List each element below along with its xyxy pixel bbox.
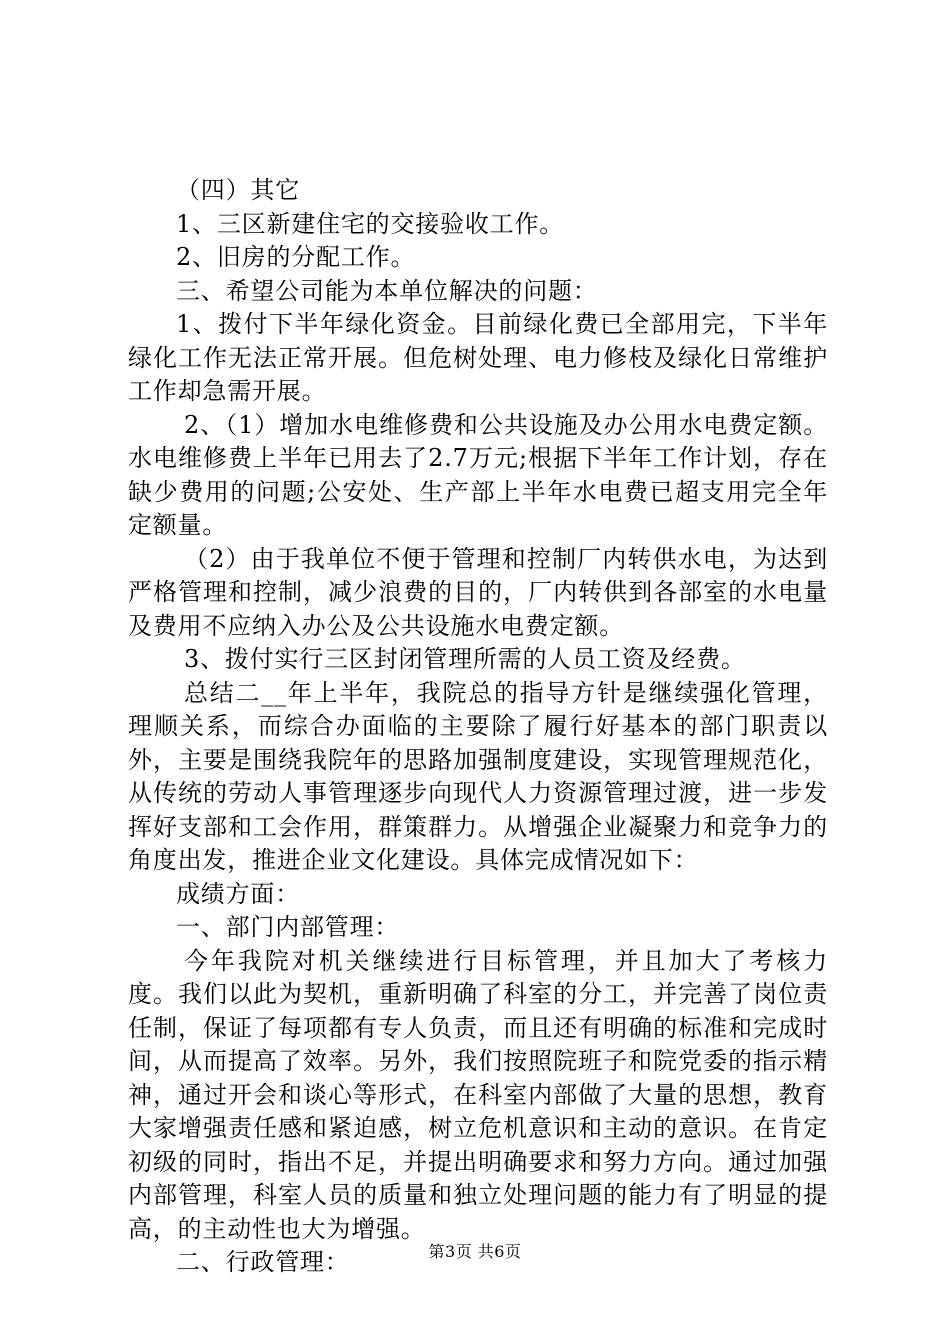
paragraph: 3、拨付实行三区封闭管理所需的人员工资及经费。 — [184, 645, 746, 673]
paragraph: 1、拨付下半年绿化资金。目前绿化费已全部用完，下半年绿化工作无法正常开展。但危树处理、电力修枝及绿化日常维护工作却急需开展。 — [128, 310, 828, 405]
document-body — [128, 174, 828, 1280]
paragraph: 总结二__年上半年，我院总的指导方针是继续强化管理，理顺关系，而综合办面临的主要除了履行好基本的部门职责以外，主要是围绕我院年的思路加强制度建设，实现管理规范化，从传统的劳动人事管理逐步向现代人力资源管理过渡，进一步发挥好支部和工会作用，群策群力。从增强企业凝聚力和竞争力的角度出发，推进企业文化建设。具体完成情况如下： — [128, 678, 828, 874]
page-number-footer: 第3页 共6页 — [428, 1242, 522, 1261]
section-heading-problems: 三、希望公司能为本单位解决的问题： — [176, 276, 598, 305]
list-item: 2、旧房的分配工作。 — [176, 243, 416, 271]
subheading-achievements: 成绩方面： — [176, 879, 300, 908]
paragraph: 2、（1）增加水电维修费和公共设施及办公用水电费定额。水电维修费上半年已用去了2.7万元;根据下半年工作计划，存在缺少费用的问题;公安处、生产部上半年水电费已超支用完全年定额量。 — [128, 410, 828, 539]
paragraph: （2）由于我单位不便于管理和控制厂内转供水电，为达到严格管理和控制，减少浪费的目的，厂内转供到各部室的水电量及费用不应纳入办公及公共设施水电费定额。 — [128, 544, 828, 640]
subsection-heading-other: （四）其它 — [176, 176, 300, 204]
section-heading-internal-management: 一、部门内部管理： — [176, 913, 400, 941]
paragraph: 今年我院对机关继续进行目标管理，并且加大了考核力度。我们以此为契机，重新明确了科室的分工，并完善了岗位责任制，保证了每项都有专人负责，而且还有明确的标准和完成时间，从而提高了效率。另外，我们按照院班子和院党委的指示精神，通过开会和谈心等形式，在科室内部做了大量的思想，教育大家增强责任感和紧迫感，树立危机意识和主动的意识。在肯定初级的同时，指出不足，并提出明确要求和努力方向。通过加强内部管理，科室人员的质量和独立处理问题的能力有了明显的提高，的主动性也大为增强。 — [128, 946, 828, 1243]
section-heading-administration: 二、行政管理： — [176, 1248, 350, 1276]
list-item: 1、三区新建住宅的交接验收工作。 — [176, 209, 565, 238]
